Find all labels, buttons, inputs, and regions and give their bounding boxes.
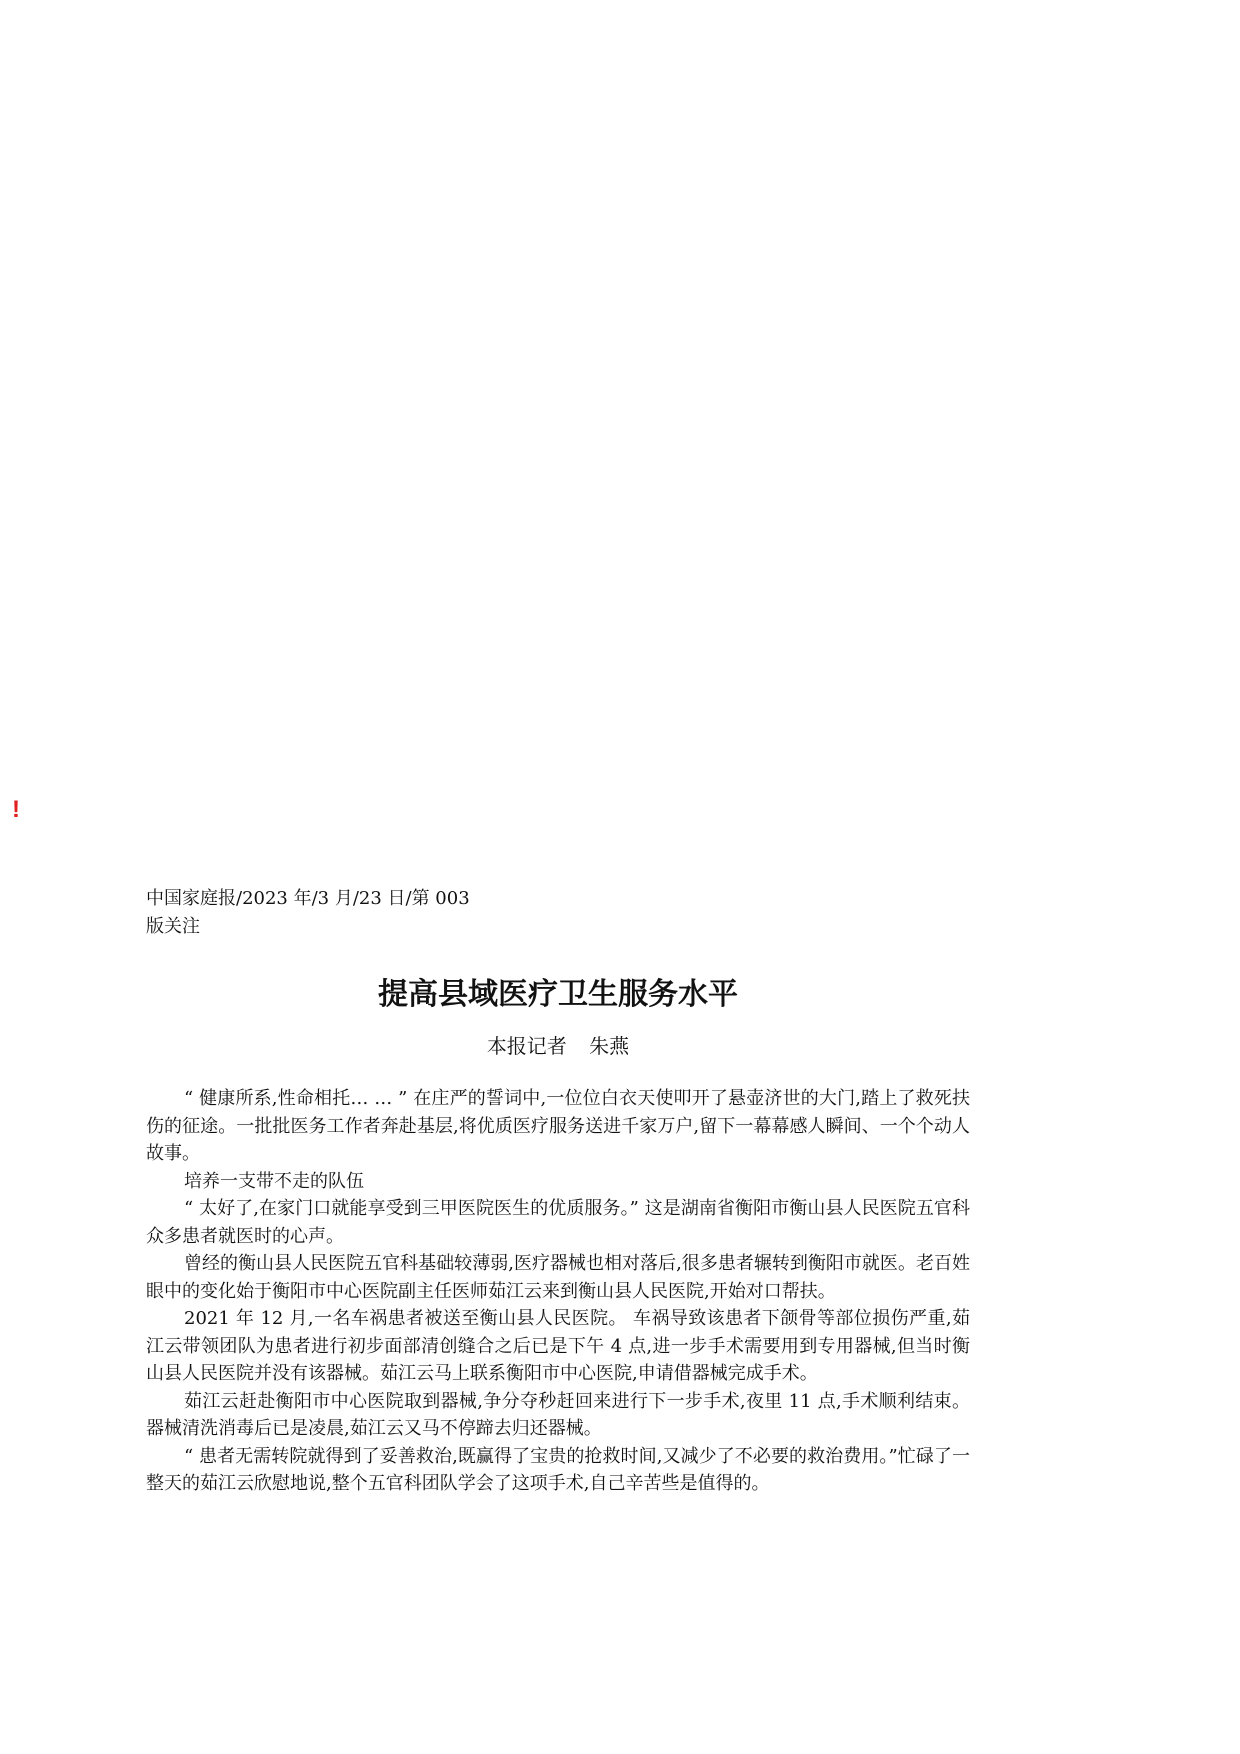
- article-title: 提高县域医疗卫生服务水平: [378, 977, 738, 1012]
- byline: 本报记者 朱燕: [486, 1034, 630, 1058]
- article-body: [146, 1085, 970, 1498]
- paragraph: 曾经的衡山县人民医院五官科基础较薄弱,医疗器械也相对落后,很多患者辗转到衡阳市就医。老百姓眼中的变化始于衡阳市中心医院副主任医师茹江云来到衡山县人民医院,开始对口帮扶。: [146, 1253, 970, 1302]
- warning-mark: !: [12, 796, 20, 823]
- paragraph: 2021 年 12 月,一名车祸患者被送至衡山县人民医院。 车祸导致该患者下颌骨等部位损伤严重,茹江云带领团队为患者进行初步面部清创缝合之后已是下午 4 点,进一步手术需要用到专用器械,但当时衡山县人民医院并没有该器械。茹江云马上联系衡阳市中心医院,申请借器械完成手术。: [146, 1308, 970, 1384]
- paragraph: 茹江云赶赴衡阳市中心医院取到器械,争分夺秒赶回来进行下一步手术,夜里 11 点,手术顺利结束。器械清洗消毒后已是凌晨,茹江云又马不停蹄去归还器械。: [146, 1390, 970, 1439]
- paragraph: “ 太好了,在家门口就能享受到三甲医院医生的优质服务。” 这是湖南省衡阳市衡山县人民医院五官科众多患者就医时的心声。: [146, 1198, 970, 1247]
- paragraph: “ 健康所系,性命相托… … ” 在庄严的誓词中,一位位白衣天使叩开了悬壶济世的大门,踏上了救死扶伤的征途。一批批医务工作者奔赴基层,将优质医疗服务送进千家万户,留下一幕幕感人瞬间、一个个动人故事。: [146, 1088, 970, 1164]
- source-line: [146, 885, 970, 941]
- article: [146, 885, 970, 1498]
- source-line-part-1: 中国家庭报/2023 年/3 月/23 日/第 003: [146, 888, 470, 909]
- section-heading: 培养一支带不走的队伍: [184, 1170, 364, 1192]
- source-line-part-2: 版关注: [146, 916, 200, 937]
- paragraph: “ 患者无需转院就得到了妥善救治,既赢得了宝贵的抢救时间,又减少了不必要的救治费用。”忙碌了一整天的茹江云欣慰地说,整个五官科团队学会了这项手术,自己辛苦些是值得的。: [146, 1445, 970, 1494]
